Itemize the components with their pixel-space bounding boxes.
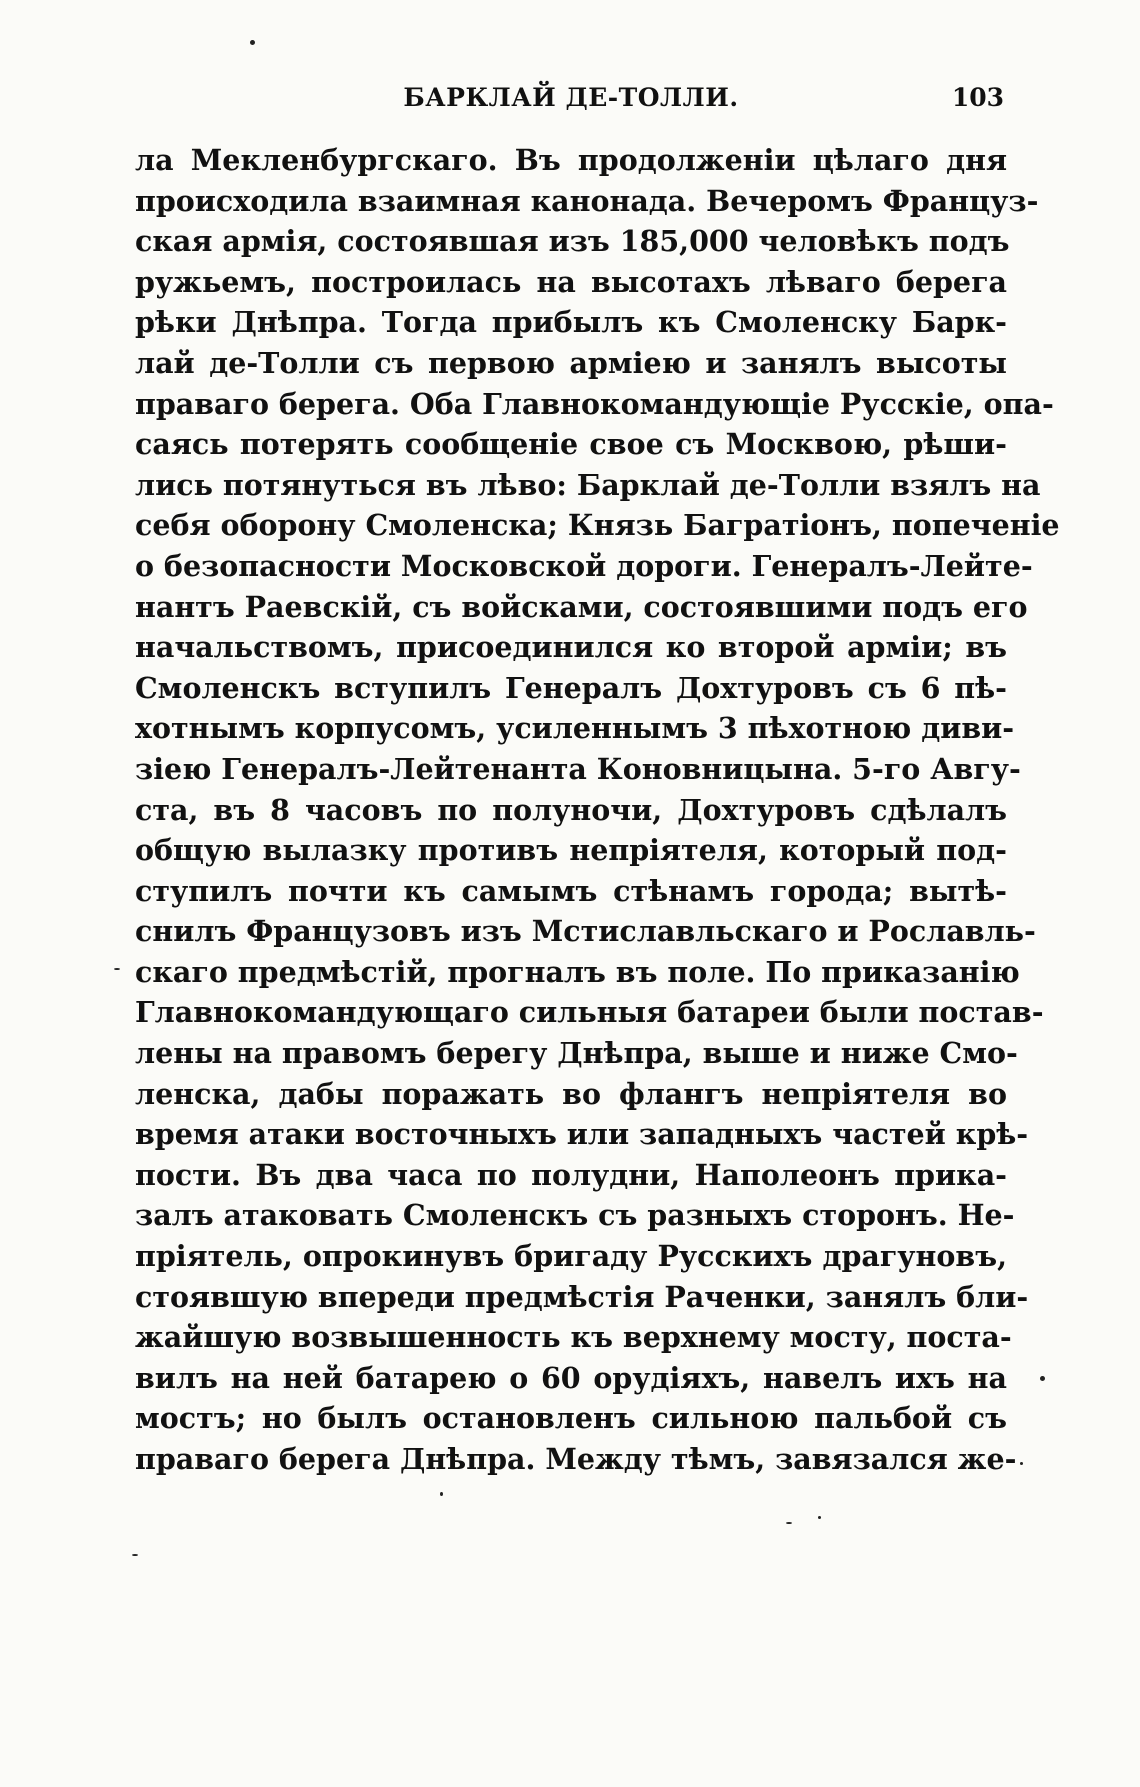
text-line: ла Мекленбургскаго. Въ продолженіи цѣлаго дня: [135, 143, 1007, 177]
scan-speck: [1020, 1462, 1023, 1465]
text-line: Смоленскъ вступилъ Генералъ Дохтуровъ съ 6 пѣ-: [135, 670, 1007, 705]
text-line: ста, въ 8 часовъ по полуночи, Дохтуровъ сдѣлалъ: [135, 792, 1007, 827]
text-line: Главнокомандующаго сильныя батареи были постав-: [135, 995, 1044, 1030]
running-title: БАРКЛАЙ ДЕ-ТОЛЛИ.: [403, 83, 739, 112]
text-line: хотнымъ корпусомъ, усиленнымъ 3 пѣхотною диви-: [135, 711, 1015, 746]
body-text: [135, 140, 1060, 1480]
scan-speck: [114, 968, 120, 970]
text-line: жайшую возвышенность къ верхнему мосту, поста-: [135, 1320, 1012, 1355]
scan-speck: [440, 1492, 443, 1496]
text-line: скаго предмѣстій, прогналъ въ поле. По приказанію: [135, 954, 1020, 989]
text-line: происходила взаимная канонада. Вечеромъ Француз-: [135, 183, 1039, 218]
page-number: 103: [951, 83, 1004, 112]
scan-speck: [250, 40, 255, 45]
text-line: себя оборону Смоленска; Князь Багратіонъ, попеченіе: [135, 508, 1060, 543]
text-line: пости. Въ два часа по полудни, Наполеонъ прика-: [135, 1157, 1007, 1192]
text-line: ружьемъ, построилась на высотахъ лѣваго берега: [135, 264, 1007, 299]
text-line: лай де-Толли съ первою арміею и занялъ высоты: [135, 345, 1007, 380]
text-line: праваго берега. Оба Главнокомандующіе Русскіе, опа-: [135, 386, 1054, 421]
running-header: [138, 78, 1004, 118]
scan-speck: [786, 1522, 792, 1524]
text-line: мостъ; но былъ остановленъ сильною пальбой съ: [135, 1401, 1007, 1436]
text-line: снилъ Французовъ изъ Мстиславльскаго и Рославль-: [135, 914, 1036, 949]
text-line: вилъ на ней батарею о 60 орудіяхъ, навелъ ихъ на: [135, 1360, 1007, 1395]
text-line: время атаки восточныхъ или западныхъ частей крѣ-: [135, 1117, 1029, 1152]
text-line: лены на правомъ берегу Днѣпра, выше и ниже Смо-: [135, 1036, 1018, 1071]
text-line: пріятель, опрокинувъ бригаду Русскихъ драгуновъ,: [135, 1239, 1007, 1274]
text-line: о безопасности Московской дороги. Генералъ-Лейте-: [135, 548, 1033, 583]
text-line: ская армія, состоявшая изъ 185,000 человѣкъ подъ: [135, 224, 1010, 259]
text-line: ленска, дабы поражать во флангъ непріятеля во: [135, 1076, 1007, 1111]
text-line: лись потянуться въ лѣво: Барклай де-Толли взялъ на: [135, 467, 1041, 502]
scan-speck: [1040, 1376, 1045, 1381]
text-line: начальствомъ, присоединился ко второй арміи; въ: [135, 630, 1007, 665]
scan-speck: [818, 1516, 821, 1519]
text-line: праваго берега Днѣпра. Между тѣмъ, завязался же-: [135, 1442, 1017, 1476]
text-line: нантъ Раевскій, съ войсками, состоявшими подъ его: [135, 589, 1028, 624]
text-line: саясь потерять сообщеніе свое съ Москвою, рѣши-: [135, 427, 1007, 462]
text-line: залъ атаковать Смоленскъ съ разныхъ сторонъ. Не-: [135, 1198, 1015, 1233]
text-line: зіею Генералъ-Лейтенанта Коновницына. 5-го Авгу-: [135, 751, 1021, 786]
text-line: общую вылазку противъ непріятеля, который под-: [135, 833, 1007, 868]
text-line: стоявшую впереди предмѣстія Раченки, занялъ бли-: [135, 1279, 1029, 1314]
text-line: рѣки Днѣпра. Тогда прибылъ къ Смоленску Барк-: [135, 305, 1007, 340]
text-line: ступилъ почти къ самымъ стѣнамъ города; вытѣ-: [135, 873, 1007, 908]
scan-speck: [132, 1554, 138, 1556]
